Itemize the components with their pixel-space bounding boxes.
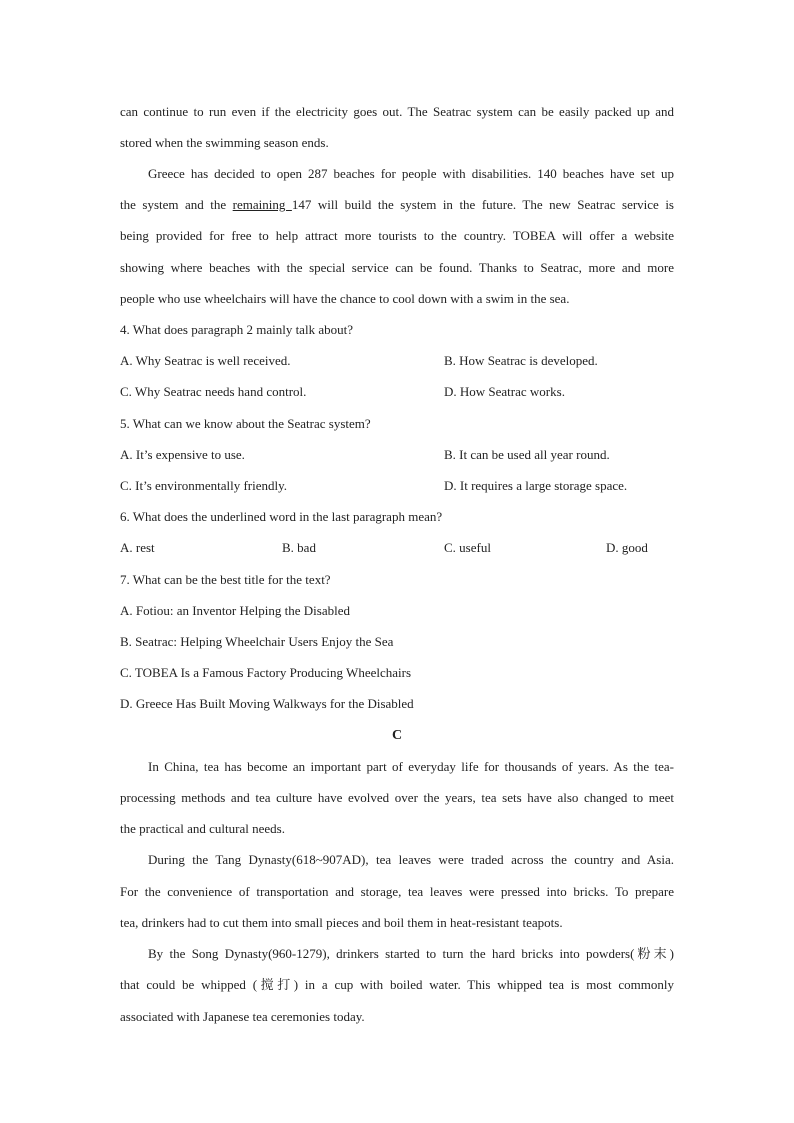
question-7-option-b: B. Seatrac: Helping Wheelchair Users Enjoy the Sea [120, 634, 394, 649]
passage-c-text-line: the practical and cultural needs. [120, 821, 285, 836]
text-segment: 147 will build the system in the future. The new Seatrac service is [291, 197, 674, 212]
question-4-option-c: C. Why Seatrac needs hand control. [120, 384, 307, 399]
question-7-stem: 7. What can be the best title for the text? [120, 572, 331, 587]
question-6-stem: 6. What does the underlined word in the last paragraph mean? [120, 509, 443, 524]
underlined-word: remaining [232, 197, 292, 212]
passage-b-text-line [120, 197, 674, 213]
question-5-option-c: C. It’s environmentally friendly. [120, 478, 288, 493]
passage-b-text-line: being provided for free to help attract more tourists to the country. TOBEA will offer a website [120, 228, 674, 243]
question-6-option-b: B. bad [282, 540, 316, 555]
question-4-option-b: B. How Seatrac is developed. [444, 353, 598, 368]
passage-c-text-line: During the Tang Dynasty(618~907AD), tea leaves were traded across the country and Asia. [148, 852, 674, 867]
passage-b-text-line: can continue to run even if the electricity goes out. The Seatrac system can be easily packed up and [120, 104, 674, 119]
question-5-option-b: B. It can be used all year round. [444, 447, 610, 462]
question-7-option-d: D. Greece Has Built Moving Walkways for the Disabled [120, 696, 414, 711]
passage-c-text-line: processing methods and tea culture have evolved over the years, tea sets have also changed to meet [120, 790, 674, 805]
passage-c-text-line: that could be whipped (搅打) in a cup with boiled water. This whipped tea is most commonly [120, 977, 674, 992]
question-4-stem: 4. What does paragraph 2 mainly talk about? [120, 322, 353, 337]
passage-b-text-line: showing where beaches with the special service can be found. Thanks to Seatrac, more and more [120, 260, 674, 275]
passage-c-text-line: associated with Japanese tea ceremonies today. [120, 1009, 365, 1024]
question-4-option-a: A. Why Seatrac is well received. [120, 353, 291, 368]
passage-b-text-line: people who use wheelchairs will have the chance to cool down with a swim in the sea. [120, 291, 570, 306]
question-6-option-a: A. rest [120, 540, 155, 555]
question-7-option-c: C. TOBEA Is a Famous Factory Producing Wheelchairs [120, 665, 412, 680]
passage-c-text-line: tea, drinkers had to cut them into small pieces and boil them in heat-resistant teapots. [120, 915, 563, 930]
question-6-option-c: C. useful [444, 540, 491, 555]
question-6-option-d: D. good [606, 540, 648, 555]
question-5-stem: 5. What can we know about the Seatrac system? [120, 416, 371, 431]
passage-c-text-line: In China, tea has become an important part of everyday life for thousands of years. As the tea- [148, 759, 674, 774]
passage-b-text-line: stored when the swimming season ends. [120, 135, 329, 150]
passage-c-heading: C [391, 728, 403, 743]
passage-b-text-line: Greece has decided to open 287 beaches for people with disabilities. 140 beaches have set up [148, 166, 674, 181]
question-7-option-a: A. Fotiou: an Inventor Helping the Disabled [120, 603, 350, 618]
question-4-option-d: D. How Seatrac works. [444, 384, 565, 399]
passage-c-text-line: For the convenience of transportation and storage, tea leaves were pressed into bricks. To prepare [120, 884, 674, 899]
question-5-option-d: D. It requires a large storage space. [444, 478, 628, 493]
text-segment: the system and the [120, 197, 233, 212]
question-5-option-a: A. It’s expensive to use. [120, 447, 245, 462]
passage-c-text-line: By the Song Dynasty(960-1279), drinkers started to turn the hard bricks into powders(粉末) [148, 946, 674, 961]
